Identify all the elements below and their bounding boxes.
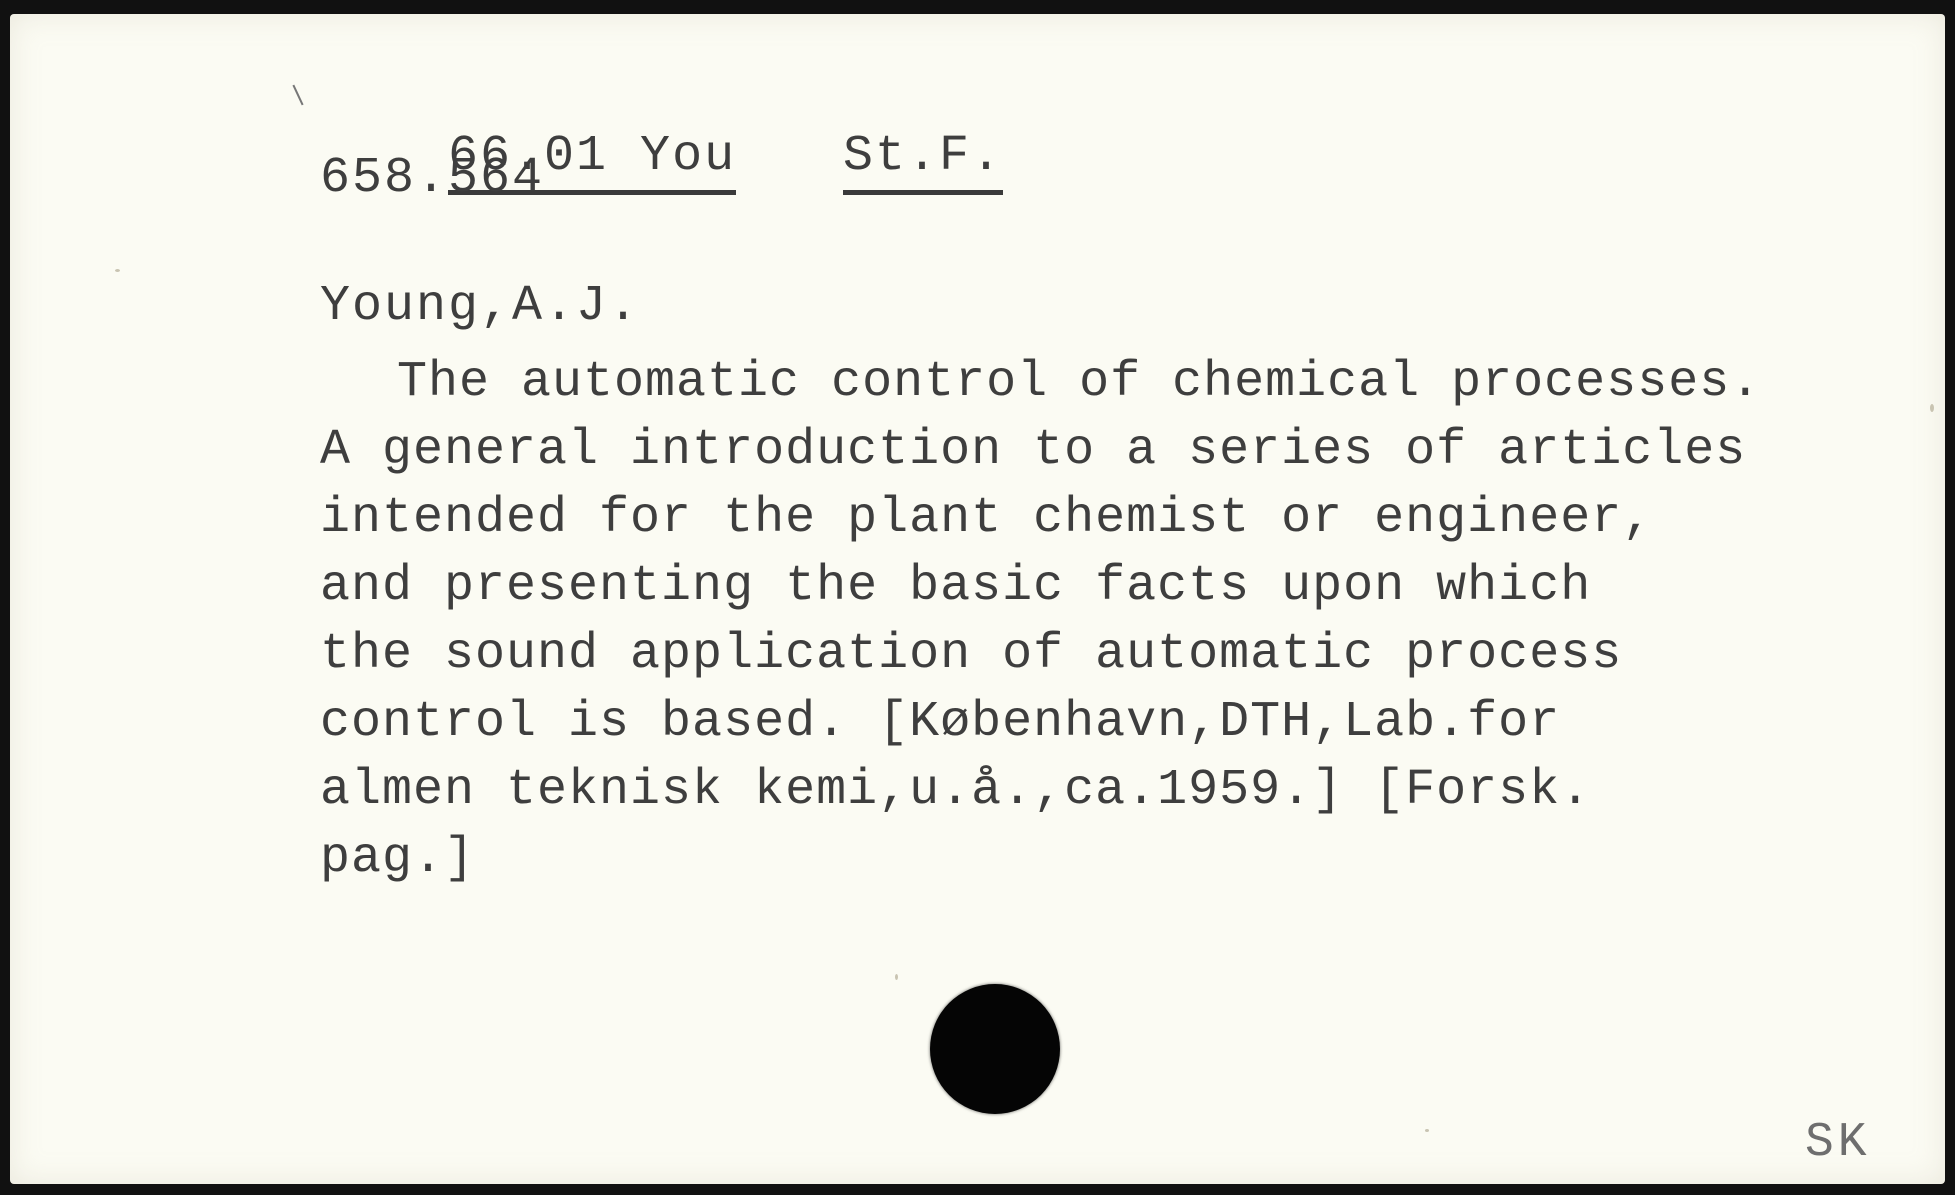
description-line: intended for the plant chemist or engineer, (320, 490, 1654, 547)
description-line: The automatic control of chemical processes. (397, 354, 1762, 411)
description-line: control is based. [København,DTH,Lab.for (320, 694, 1561, 751)
catalog-card (10, 14, 1945, 1184)
author-heading: Young,A.J. (320, 278, 641, 335)
description-line: almen teknisk kemi,u.å.,ca.1959.] [Forsk. (320, 762, 1592, 819)
call-number-primary-text: 66.01 You (448, 132, 736, 195)
shelf-location-text: St.F. (843, 132, 1003, 195)
check-mark (292, 85, 303, 106)
description-line: A general introduction to a series of articles (320, 422, 1747, 479)
paper-speck (895, 974, 898, 980)
paper-speck (1425, 1129, 1429, 1132)
description-line: the sound application of automatic process (320, 626, 1623, 683)
shelf-location (715, 82, 1003, 245)
paper-speck (1930, 404, 1934, 412)
cataloger-initials: SK (1805, 1116, 1871, 1170)
punch-hole (930, 984, 1060, 1114)
description-line: pag.] (320, 830, 476, 887)
call-number-secondary: 658.564 (320, 150, 545, 207)
description-line: and presenting the basic facts upon which (320, 558, 1592, 615)
paper-speck (115, 269, 120, 272)
title-description (320, 349, 1761, 893)
